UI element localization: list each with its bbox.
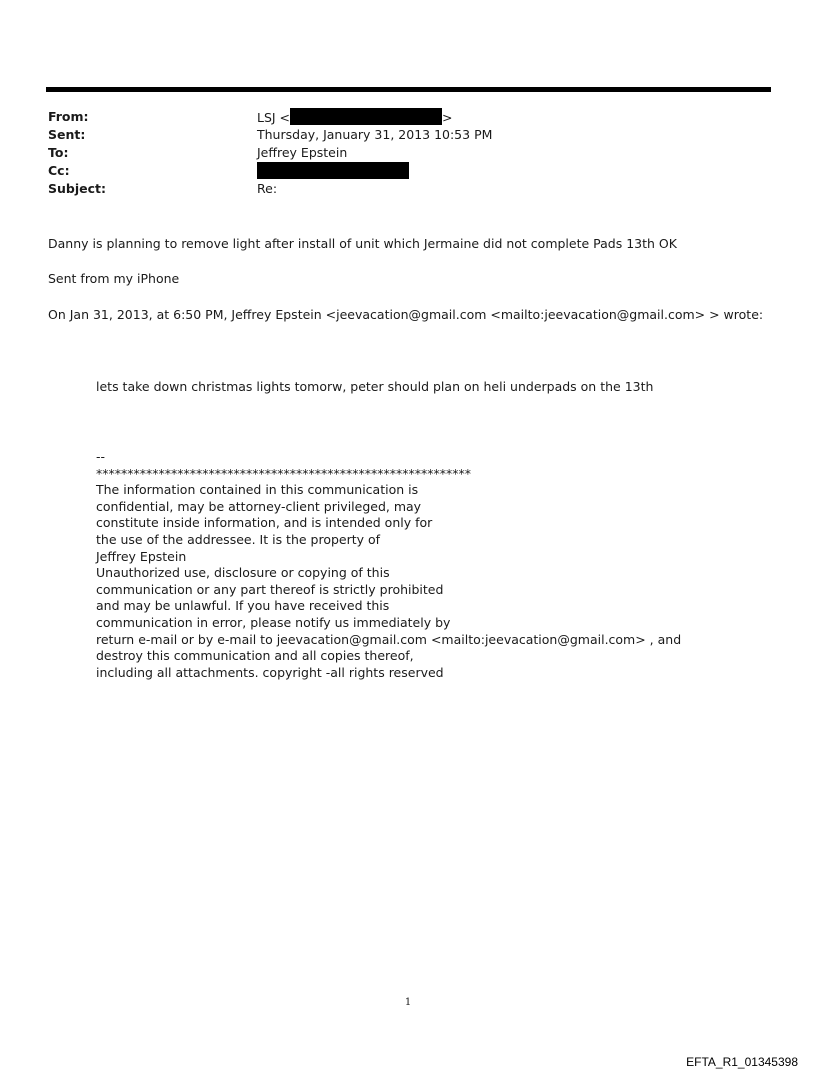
- to-value: Jeffrey Epstein: [257, 145, 348, 160]
- redaction-block: [257, 162, 409, 179]
- from-value: [257, 108, 453, 126]
- disclaimer-line: communication in error, please notify us immediately by: [96, 614, 451, 630]
- sent-value: Thursday, January 31, 2013 10:53 PM: [257, 127, 493, 142]
- subject-value: Re:: [257, 181, 278, 196]
- disclaimer-line: return e-mail or by e-mail to jeevacation@gmail.com <mailto:jeevacation@gmail.com> , and: [96, 631, 682, 647]
- disclaimer-line: constitute inside information, and is intended only for: [96, 515, 433, 531]
- cc-label: Cc:: [48, 163, 70, 178]
- reply-header: On Jan 31, 2013, at 6:50 PM, Jeffrey Epstein <jeevacation@gmail.com <mailto:jeevacation@gmail.com> > wrote:: [48, 307, 764, 322]
- bates-number: EFTA_R1_01345398: [686, 1055, 798, 1069]
- from-value-end: >: [442, 110, 453, 125]
- mobile-signature: Sent from my iPhone: [48, 271, 180, 286]
- sent-label: Sent:: [48, 127, 86, 142]
- redaction-block: [290, 108, 442, 125]
- quoted-message: lets take down christmas lights tomorw, peter should plan on heli underpads on the 13th: [96, 379, 654, 394]
- disclaimer-line: the use of the addressee. It is the property of: [96, 531, 381, 547]
- cc-value: [257, 162, 409, 180]
- disclaimer-line: Jeffrey Epstein: [96, 548, 187, 564]
- disclaimer-line: and may be unlawful. If you have received this: [96, 598, 390, 614]
- disclaimer-line: including all attachments. copyright -all rights reserved: [96, 664, 444, 680]
- disclaimer-block: [96, 449, 681, 681]
- disclaimer-line: Unauthorized use, disclosure or copying of this: [96, 565, 390, 581]
- disclaimer-line: destroy this communication and all copies thereof,: [96, 648, 414, 664]
- to-label: To:: [48, 145, 69, 160]
- disclaimer-line: --: [96, 449, 106, 464]
- disclaimer-line: The information contained in this communication is: [96, 482, 419, 498]
- message-body: Danny is planning to remove light after install of unit which Jermaine did not complete Pads 13th OK: [48, 236, 677, 251]
- from-label: From:: [48, 109, 89, 124]
- subject-label: Subject:: [48, 181, 106, 196]
- from-name: LSJ <: [257, 110, 291, 125]
- disclaimer-line: ************************************************************: [96, 465, 471, 481]
- page-number: 1: [404, 997, 412, 1008]
- disclaimer-line: confidential, may be attorney-client privileged, may: [96, 498, 422, 514]
- header-divider: [46, 87, 771, 92]
- disclaimer-line: communication or any part thereof is strictly prohibited: [96, 581, 444, 597]
